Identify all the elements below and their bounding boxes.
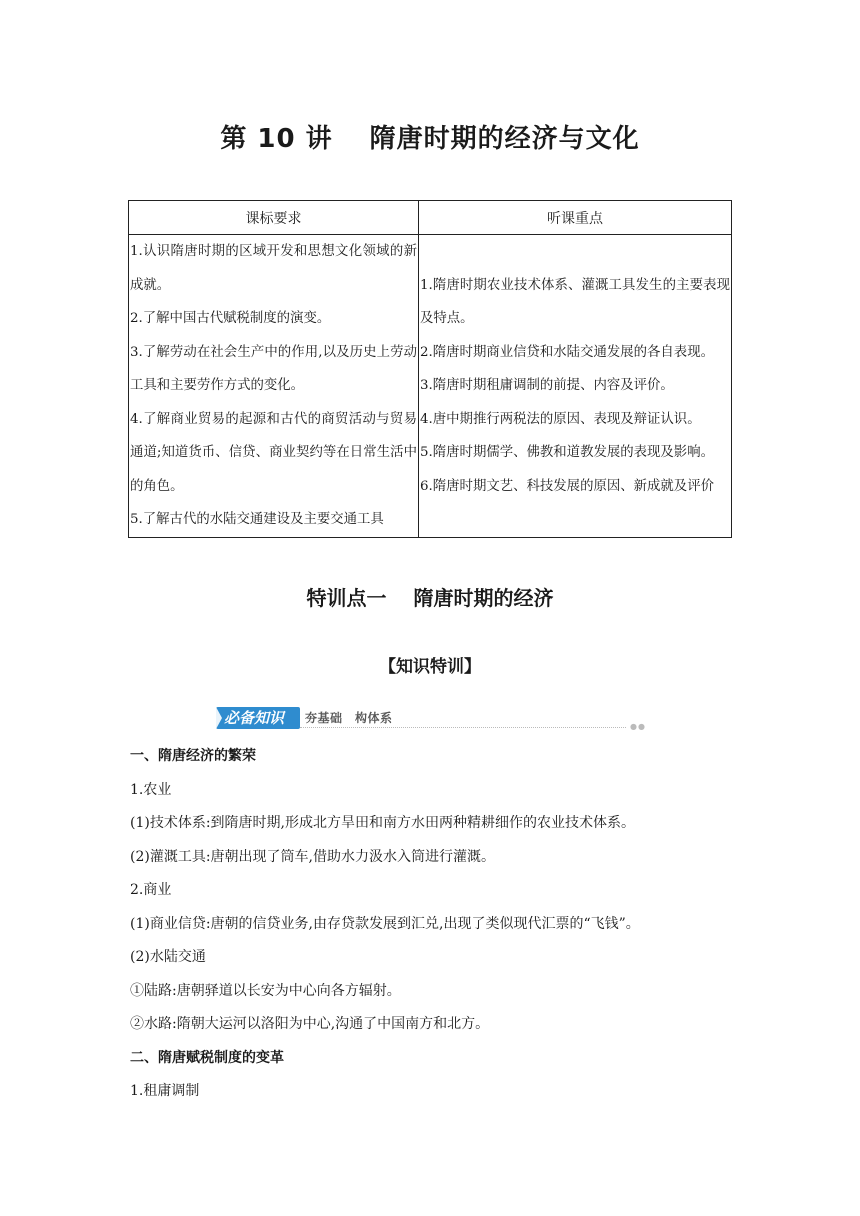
dots-ornament-icon: ●● bbox=[630, 722, 646, 731]
content-line: 1.农业 bbox=[130, 781, 172, 798]
requirements-table bbox=[128, 200, 732, 538]
content-line: (2)灌溉工具:唐朝出现了筒车,借助水力汲水入筒进行灌溉。 bbox=[130, 848, 495, 865]
focus-item: 3.隋唐时期租庸调制的前提、内容及评价。 bbox=[420, 378, 674, 393]
focus-item: 5.隋唐时期儒学、佛教和道教发展的表现及影响。 bbox=[420, 445, 714, 460]
banner-divider bbox=[300, 727, 626, 728]
banner-tag-label: 必备知识 bbox=[224, 709, 285, 727]
content-line: (2)水陆交通 bbox=[130, 949, 206, 965]
requirement-item: 1.认识隋唐时期的区域开发和思想文化领域的新成就。 bbox=[130, 244, 417, 293]
content-body bbox=[130, 740, 730, 1109]
requirement-item: 3.了解劳动在社会生产中的作用,以及历史上劳动工具和主要劳作方式的变化。 bbox=[130, 344, 417, 393]
section-subheading: 二、隋唐赋税制度的变革 bbox=[130, 1049, 284, 1066]
content-line: ①陆路:唐朝驿道以长安为中心向各方辐射。 bbox=[130, 982, 401, 999]
content-line: (1)商业信贷:唐朝的信贷业务,由存贷款发展到汇兑,出现了类似现代汇票的“飞钱”。 bbox=[130, 915, 640, 932]
requirement-item: 5.了解古代的水陆交通建设及主要交通工具 bbox=[130, 512, 384, 527]
focus-item: 2.隋唐时期商业信贷和水陆交通发展的各自表现。 bbox=[420, 344, 714, 360]
essential-knowledge-banner bbox=[216, 707, 646, 729]
header-curriculum-requirements: 课标要求 bbox=[129, 201, 419, 235]
table-header-row bbox=[129, 201, 732, 235]
banner-subtitle: 夯基础 构体系 bbox=[305, 711, 393, 725]
requirement-item: 4.了解商业贸易的起源和古代的商贸活动与贸易通道;知道货币、信贷、商业契约等在日常生活中的角色。 bbox=[130, 411, 417, 494]
section-heading: 特训点一 隋唐时期的经济 bbox=[306, 586, 554, 610]
chevron-right-icon bbox=[216, 707, 222, 729]
content-line: 1.租庸调制 bbox=[130, 1083, 200, 1099]
content-line: 2.商业 bbox=[130, 882, 172, 898]
banner-tag bbox=[216, 707, 300, 729]
curriculum-requirements-cell bbox=[129, 235, 419, 538]
lecture-focus-cell bbox=[419, 235, 732, 538]
focus-item: 6.隋唐时期文艺、科技发展的原因、新成就及评价 bbox=[420, 478, 714, 494]
page-title: 第 10 讲 隋唐时期的经济与文化 bbox=[220, 124, 640, 154]
content-line: (1)技术体系:到隋唐时期,形成北方旱田和南方水田两种精耕细作的农业技术体系。 bbox=[130, 815, 635, 831]
header-lecture-focus: 听课重点 bbox=[419, 201, 732, 235]
focus-item: 4.唐中期推行两税法的原因、表现及辩证认识。 bbox=[420, 411, 701, 427]
requirement-item: 2.了解中国古代赋税制度的演变。 bbox=[130, 311, 331, 326]
content-line: ②水路:隋朝大运河以洛阳为中心,沟通了中国南方和北方。 bbox=[130, 1016, 490, 1032]
focus-item: 1.隋唐时期农业技术体系、灌溉工具发生的主要表现及特点。 bbox=[420, 277, 730, 326]
section-subheading: 一、隋唐经济的繁荣 bbox=[130, 748, 256, 764]
knowledge-training-heading: 【知识特训】 bbox=[379, 657, 481, 677]
table-body-row bbox=[129, 235, 732, 538]
